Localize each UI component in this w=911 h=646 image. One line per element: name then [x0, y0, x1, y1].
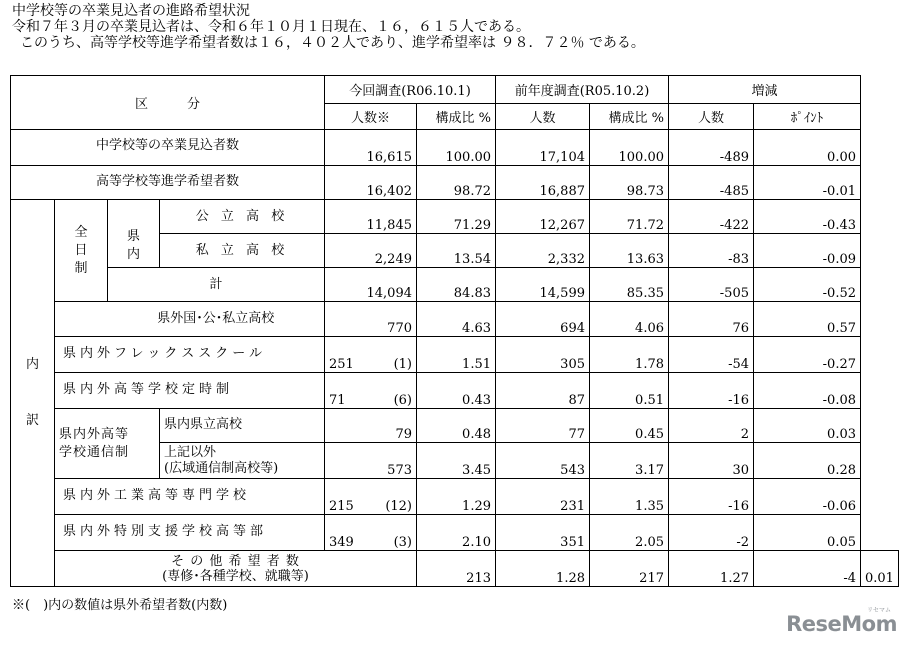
cell-ratio: 84.83: [417, 268, 496, 302]
cell-ratio: 1.28: [496, 551, 590, 587]
cell-change-point: -0.08: [754, 373, 861, 409]
cell-change-point: 0.00: [754, 130, 861, 166]
row-label: 私 立 高 校: [160, 234, 325, 268]
cell-prev-ratio: 0.51: [590, 373, 669, 409]
cell-ratio: 0.48: [417, 409, 496, 443]
breakdown-label: 内 訳: [11, 200, 55, 587]
cell-prev-ratio: 0.45: [590, 409, 669, 443]
table-row: [11, 409, 899, 443]
cell-change-count: -2: [669, 515, 754, 551]
cell-change-point: 0.05: [754, 515, 861, 551]
cell-prev-ratio: 98.73: [590, 166, 669, 200]
cell-count: 213: [417, 551, 496, 587]
header-count-previous: 人数: [496, 104, 590, 130]
header-point-change: ﾎﾟｲﾝﾄ: [754, 104, 861, 130]
cell-change-count: -505: [669, 268, 754, 302]
cell-ratio: 0.43: [417, 373, 496, 409]
cell-count: 251 (1): [325, 337, 417, 373]
row-label: 高等学校等進学希望者数: [11, 166, 325, 200]
header-previous-survey: 前年度調査(R05.10.2): [496, 76, 669, 104]
cell-change-point: -0.06: [754, 479, 861, 515]
cell-count: 770: [325, 302, 417, 337]
full-time-label: 全 日 制: [55, 200, 108, 302]
table-row: [11, 337, 899, 373]
cell-ratio: 1.51: [417, 337, 496, 373]
cell-count: 16,402: [325, 166, 417, 200]
cell-change-count: 30: [669, 443, 754, 479]
cell-ratio: 13.54: [417, 234, 496, 268]
in-prefecture-label: 県 内: [108, 200, 160, 268]
row-label: 公 立 高 校: [160, 200, 325, 234]
cell-change-point: 0.01: [861, 551, 899, 587]
cell-ratio: 2.10: [417, 515, 496, 551]
cell-count: 16,615: [325, 130, 417, 166]
cell-prev-ratio: 3.17: [590, 443, 669, 479]
header-current-survey: 今回調査(R06.10.1): [325, 76, 496, 104]
header-ratio-current: 構成比 %: [417, 104, 496, 130]
cell-ratio: 98.72: [417, 166, 496, 200]
cell-prev-count: 17,104: [496, 130, 590, 166]
header-category: 区 分: [11, 76, 325, 130]
footnote: ※( )内の数値は県外希望者数(内数): [12, 598, 228, 613]
row-label: そ の 他 希 望 者 数 (専修･各種学校、就職等): [55, 551, 417, 587]
row-label: 計: [108, 268, 325, 302]
header-ratio-previous: 構成比 %: [590, 104, 669, 130]
row-label: 県内外フレックススクール: [55, 337, 325, 373]
cell-prev-count: 14,599: [496, 268, 590, 302]
table-row: [11, 515, 899, 551]
cell-prev-count: 694: [496, 302, 590, 337]
cell-prev-count: 351: [496, 515, 590, 551]
cell-count: 573: [325, 443, 417, 479]
cell-prev-count: 217: [590, 551, 669, 587]
row-label: 県内外工業高等専門学校: [55, 479, 325, 515]
table-row: [11, 166, 899, 200]
cell-change-count: 76: [669, 302, 754, 337]
cell-change-point: 0.57: [754, 302, 861, 337]
table-row: [11, 551, 899, 587]
correspondence-label: 県内外高等 学校通信制: [55, 409, 160, 479]
cell-change-count: -16: [669, 479, 754, 515]
cell-change-point: -0.27: [754, 337, 861, 373]
cell-count: 14,094: [325, 268, 417, 302]
table-row: [11, 479, 899, 515]
cell-ratio: 71.29: [417, 200, 496, 234]
cell-prev-count: 87: [496, 373, 590, 409]
cell-prev-ratio: 4.06: [590, 302, 669, 337]
cell-prev-count: 12,267: [496, 200, 590, 234]
cell-prev-count: 305: [496, 337, 590, 373]
table-row: [11, 373, 899, 409]
cell-change-count: 2: [669, 409, 754, 443]
cell-change-count: -422: [669, 200, 754, 234]
cell-change-point: -0.09: [754, 234, 861, 268]
cell-prev-count: 543: [496, 443, 590, 479]
cell-prev-ratio: 100.00: [590, 130, 669, 166]
cell-count: 79: [325, 409, 417, 443]
cell-count: 2,249: [325, 234, 417, 268]
cell-change-point: 0.28: [754, 443, 861, 479]
cell-prev-count: 231: [496, 479, 590, 515]
cell-change-count: -83: [669, 234, 754, 268]
row-label: 県内県立高校: [160, 409, 325, 443]
cell-change-point: 0.03: [754, 409, 861, 443]
cell-prev-ratio: 85.35: [590, 268, 669, 302]
cell-prev-ratio: 1.27: [669, 551, 754, 587]
cell-prev-count: 77: [496, 409, 590, 443]
cell-prev-count: 16,887: [496, 166, 590, 200]
row-label: 県外国･公･私立高校: [108, 302, 325, 337]
cell-prev-ratio: 13.63: [590, 234, 669, 268]
cell-prev-ratio: 1.35: [590, 479, 669, 515]
table-row: [11, 302, 899, 337]
cell-count: 71 (6): [325, 373, 417, 409]
cell-ratio: 1.29: [417, 479, 496, 515]
row-label: 県内外特別支援学校高等部: [55, 515, 325, 551]
summary-line-1: 令和７年３月の卒業見込者は、令和６年１０月１日現在、１６，６１５人である。: [12, 19, 530, 35]
table-row: [11, 200, 899, 234]
cell-change-count: -489: [669, 130, 754, 166]
cell-change-count: -485: [669, 166, 754, 200]
cell-change-point: -0.52: [754, 268, 861, 302]
summary-line-2: このうち、高等学校等進学希望者数は１６，４０２人であり、進学希望率は ９８．７２％ である。: [20, 35, 645, 51]
row-label: 県内外高等学校定時制: [55, 373, 325, 409]
table-row: [11, 130, 899, 166]
header-change: 増減: [669, 76, 861, 104]
page-title: 中学校等の卒業見込者の進路希望状況: [12, 3, 250, 19]
cell-change-count: -16: [669, 373, 754, 409]
cell-prev-ratio: 2.05: [590, 515, 669, 551]
logo-ruby: リセマム: [867, 607, 891, 614]
cell-ratio: 3.45: [417, 443, 496, 479]
cell-prev-ratio: 71.72: [590, 200, 669, 234]
table-row: [11, 268, 899, 302]
cell-count: 11,845: [325, 200, 417, 234]
cell-count: 349 (3): [325, 515, 417, 551]
career-preference-table: [10, 75, 899, 587]
cell-ratio: 100.00: [417, 130, 496, 166]
cell-prev-ratio: 1.78: [590, 337, 669, 373]
cell-prev-count: 2,332: [496, 234, 590, 268]
header-count-current: 人数※: [325, 104, 417, 130]
cell-change-point: -0.01: [754, 166, 861, 200]
row-label: 上記以外 (広域通信制高校等): [160, 443, 325, 479]
cell-ratio: 4.63: [417, 302, 496, 337]
row-label: 中学校等の卒業見込者数: [11, 130, 325, 166]
cell-change-count: -4: [754, 551, 861, 587]
resemom-logo: ReseMom: [786, 612, 897, 636]
cell-change-point: -0.43: [754, 200, 861, 234]
cell-change-count: -54: [669, 337, 754, 373]
header-count-change: 人数: [669, 104, 754, 130]
cell-count: 215 (12): [325, 479, 417, 515]
